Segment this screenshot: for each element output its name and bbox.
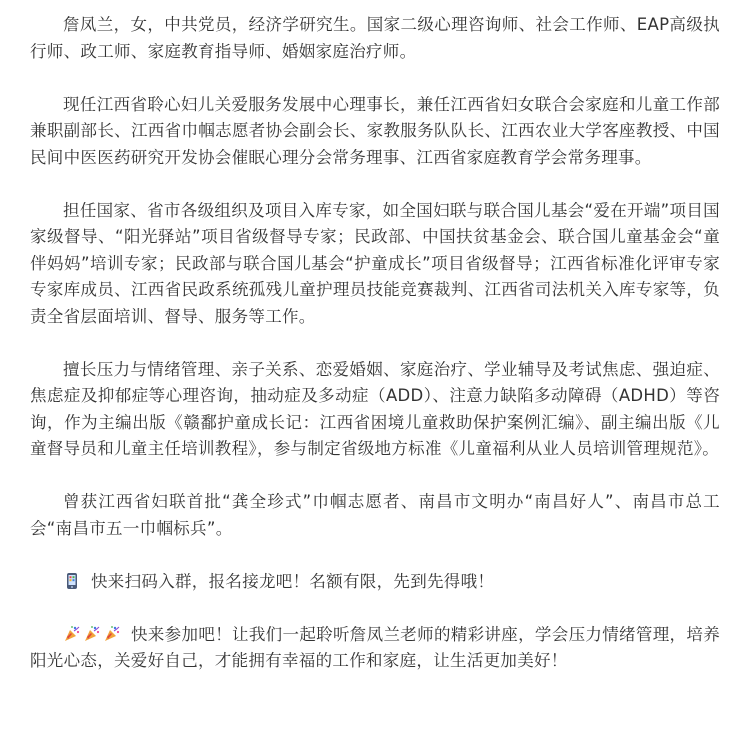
expert-roles-paragraph	[30, 198, 720, 331]
signup-paragraph	[30, 569, 720, 596]
bio-paragraph	[30, 12, 720, 65]
party-popper-icon	[103, 625, 121, 643]
honors-paragraph	[30, 489, 720, 542]
invite-paragraph	[30, 622, 720, 675]
mobile-phone-icon	[63, 572, 81, 590]
signup-text: 快来扫码入群，报名接龙吧！名额有限，先到先得哦！	[91, 571, 495, 591]
positions-text: 现任江西省聆心妇儿关爱服务发展中心理事长，兼任江西省妇女联合会家庭和儿童工作部兼职副部长、江西省巾帼志愿者协会副会长、家教服务队队长、江西农业大学客座教授、中国民间中医医药研究开发协会催眠心理分会常务理事、江西省家庭教育学会常务理事。	[30, 94, 720, 167]
party-popper-icon	[63, 625, 81, 643]
bio-text: 詹凤兰，女，中共党员，经济学研究生。国家二级心理咨询师、社会工作师、EAP高级执行师、政工师、家庭教育指导师、婚姻家庭治疗师。	[30, 15, 720, 61]
invite-text: 快来参加吧！让我们一起聆听詹凤兰老师的精彩讲座，学会压力情绪管理，培养阳光心态，关爱好自己，才能拥有幸福的工作和家庭，让生活更加美好！	[30, 624, 720, 670]
expert-roles-text: 担任国家、省市各级组织及项目入库专家，如全国妇联与联合国儿基会“爱在开端”项目国家级督导、“阳光驿站”项目省级督导专家；民政部、中国扶贫基金会、联合国儿童基金会“童伴妈妈”培训专家；民政部与联合国儿基会“护童成长”项目省级督导；江西省标准化评审专家专家库成员、江西省民政系统孤残儿童护理员技能竞赛裁判、江西省司法机关入库专家等，负责全省层面培训、督导、服务等工作。	[30, 200, 720, 326]
specialties-paragraph	[30, 357, 720, 463]
positions-paragraph	[30, 92, 720, 172]
specialties-text: 擅长压力与情绪管理、亲子关系、恋爱婚姻、家庭治疗、学业辅导及考试焦虑、强迫症、焦虑症及抑郁症等心理咨询，抽动症及多动症（ADD）、注意力缺陷多动障碍（ADHD）等咨询，作为主编出版《赣鄱护童成长记：江西省困境儿童救助保护案例汇编》、副主编出版《儿童督导员和儿童主任培训教程》，参与制定省级地方标准《儿童福利从业人员培训管理规范》。	[30, 359, 720, 458]
party-popper-icon	[83, 625, 101, 643]
honors-text: 曾获江西省妇联首批“龚全珍式”巾帼志愿者、南昌市文明办“南昌好人”、南昌市总工会“南昌市五一巾帼标兵”。	[30, 492, 720, 538]
